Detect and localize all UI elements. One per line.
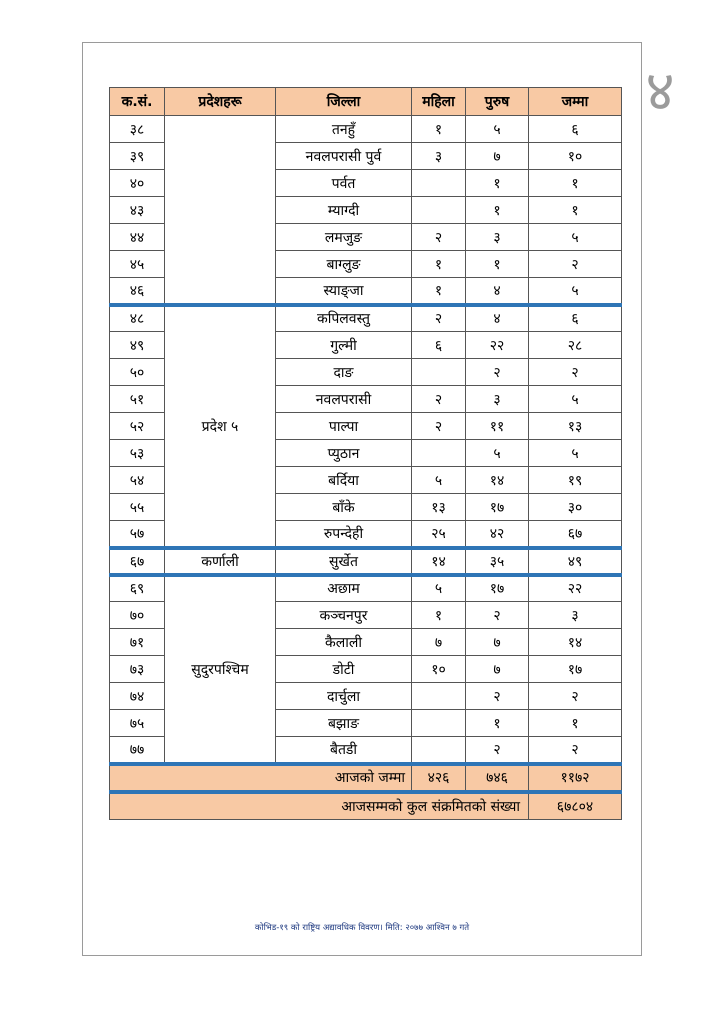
cell-male: १ [466,170,529,197]
today-total-label: आजको जम्मा [110,764,412,792]
table-row [110,116,622,143]
cell-district: नवलपरासी [276,386,412,413]
cell-male: १ [466,197,529,224]
cell-sn: ७७ [110,737,165,764]
cell-female: १ [412,602,466,629]
table-body [110,116,622,764]
cell-sn: ६७ [110,548,165,575]
cell-male: ७ [466,656,529,683]
cell-district: बैतडी [276,737,412,764]
cell-total: १ [529,710,622,737]
cell-male: २ [466,602,529,629]
table-row [110,305,622,332]
cell-female: ७ [412,629,466,656]
cell-female: १३ [412,494,466,521]
cell-district: सुर्खेत [276,548,412,575]
cell-district: म्याग्दी [276,197,412,224]
cell-total: ५ [529,224,622,251]
cell-sn: ४५ [110,251,165,278]
cell-sn: ५३ [110,440,165,467]
cell-sn: ७४ [110,683,165,710]
cell-female [412,710,466,737]
cell-male: १७ [466,494,529,521]
cell-district: दाङ [276,359,412,386]
cell-sn: ४९ [110,332,165,359]
cell-total: १० [529,143,622,170]
cell-district: पाल्पा [276,413,412,440]
cell-total: १७ [529,656,622,683]
cell-district: बझाङ [276,710,412,737]
cell-male: ११ [466,413,529,440]
cell-province: प्रदेश ५ [165,305,276,548]
cell-district: बर्दिया [276,467,412,494]
cumulative-value: ६७८०४ [529,792,622,820]
cell-sn: ३९ [110,143,165,170]
cell-female: ५ [412,467,466,494]
cell-total: ५ [529,386,622,413]
today-total-row [110,764,622,792]
cell-male: १४ [466,467,529,494]
today-total-total: ११७२ [529,764,622,792]
cell-district: स्याङ्जा [276,278,412,305]
header-male: पुरुष [466,88,529,116]
cell-female [412,737,466,764]
cell-district: गुल्मी [276,332,412,359]
cell-total: २२ [529,575,622,602]
cell-female: १ [412,116,466,143]
cell-sn: ६९ [110,575,165,602]
cell-female [412,197,466,224]
cell-total: ५ [529,278,622,305]
cell-female [412,440,466,467]
header-province: प्रदेशहरू [165,88,276,116]
cell-total: १ [529,170,622,197]
today-total-female: ४२६ [412,764,466,792]
cell-total: १४ [529,629,622,656]
cell-female: ३ [412,143,466,170]
cell-district: कैलाली [276,629,412,656]
cell-female: २ [412,305,466,332]
cumulative-label: आजसम्मको कुल संक्रमितको संख्या [110,792,529,820]
cell-male: १ [466,710,529,737]
cell-total: ३० [529,494,622,521]
cell-male: २२ [466,332,529,359]
cell-male: २ [466,737,529,764]
cell-sn: ७१ [110,629,165,656]
cell-total: २ [529,737,622,764]
cell-male: ५ [466,116,529,143]
cell-district: रुपन्देही [276,521,412,548]
cell-total: २ [529,683,622,710]
cell-total: २८ [529,332,622,359]
cell-female: १ [412,251,466,278]
cell-sn: ४४ [110,224,165,251]
cell-sn: ५२ [110,413,165,440]
cell-sn: ४३ [110,197,165,224]
cell-district: डोटी [276,656,412,683]
today-total-male: ७४६ [466,764,529,792]
header-sn: क.सं. [110,88,165,116]
cumulative-row [110,792,622,820]
cell-male: ४२ [466,521,529,548]
cell-total: २ [529,359,622,386]
header-district: जिल्ला [276,88,412,116]
cell-total: ४९ [529,548,622,575]
cell-district: कञ्चनपुर [276,602,412,629]
cell-sn: ५७ [110,521,165,548]
cell-district: अछाम [276,575,412,602]
cell-district: लमजुङ [276,224,412,251]
cell-total: ५ [529,440,622,467]
cell-province: सुदुरपश्चिम [165,575,276,764]
cell-sn: ४६ [110,278,165,305]
cell-district: बाग्लुङ [276,251,412,278]
cell-male: ७ [466,143,529,170]
cell-total: १ [529,197,622,224]
cell-total: ३ [529,602,622,629]
cell-female: २ [412,224,466,251]
cell-male: १ [466,251,529,278]
cell-district: नवलपरासी पुर्व [276,143,412,170]
cell-total: ६ [529,305,622,332]
table-row [110,575,622,602]
header-total: जम्मा [529,88,622,116]
cell-sn: ५१ [110,386,165,413]
cell-female [412,170,466,197]
cell-sn: ५० [110,359,165,386]
cell-total: १९ [529,467,622,494]
cell-province: कर्णाली [165,548,276,575]
cell-male: ३ [466,224,529,251]
cell-sn: ५४ [110,467,165,494]
cell-district: तनहुँ [276,116,412,143]
cell-total: २ [529,251,622,278]
cell-sn: ४८ [110,305,165,332]
cell-district: बाँके [276,494,412,521]
cell-male: ७ [466,629,529,656]
cell-sn: ५५ [110,494,165,521]
cell-female: २ [412,413,466,440]
cell-male: ४ [466,278,529,305]
cell-sn: ४० [110,170,165,197]
cell-male: ३५ [466,548,529,575]
cell-female: १४ [412,548,466,575]
cell-male: २ [466,359,529,386]
cell-total: ६७ [529,521,622,548]
header-row [110,88,622,116]
header-female: महिला [412,88,466,116]
cell-sn: ३८ [110,116,165,143]
page-number: ४ [645,59,675,124]
cell-female [412,683,466,710]
cell-male: २ [466,683,529,710]
cell-district: पर्वत [276,170,412,197]
cell-female: २ [412,386,466,413]
cell-female: ६ [412,332,466,359]
cell-sn: ७० [110,602,165,629]
cell-male: १७ [466,575,529,602]
cell-female: ५ [412,575,466,602]
cell-district: कपिलवस्तु [276,305,412,332]
cell-female: १० [412,656,466,683]
cell-total: ६ [529,116,622,143]
cell-female: २५ [412,521,466,548]
cell-male: ३ [466,386,529,413]
cell-male: ५ [466,440,529,467]
cell-sn: ७५ [110,710,165,737]
district-cases-table [109,87,622,820]
cell-female [412,359,466,386]
cell-female: १ [412,278,466,305]
cell-district: दार्चुला [276,683,412,710]
page-footer: कोभिड-१९ को राष्ट्रिय अद्यावधिक विवरण। मिति: २०७७ आश्विन ७ गते [254,923,470,933]
cell-province [165,116,276,305]
cell-male: ४ [466,305,529,332]
cell-sn: ७३ [110,656,165,683]
cell-total: १३ [529,413,622,440]
cell-district: प्युठान [276,440,412,467]
table-row [110,548,622,575]
